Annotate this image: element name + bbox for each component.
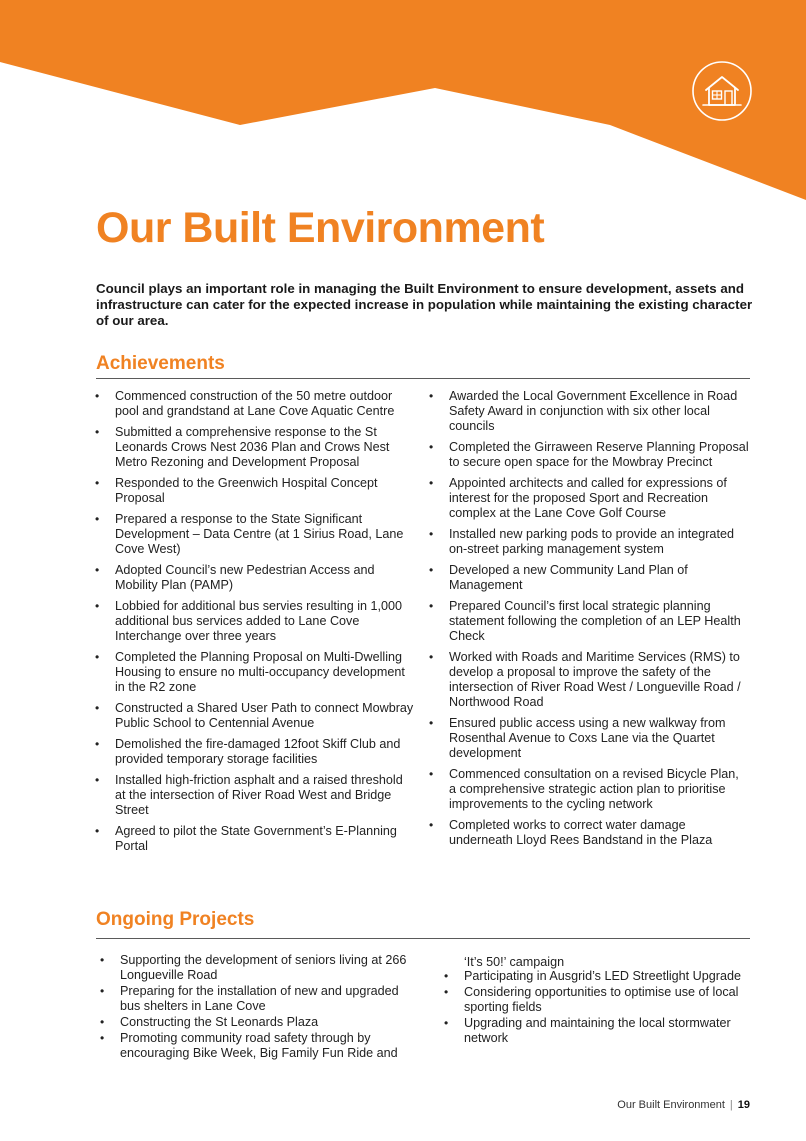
list-item: • Constructing the St Leonards Plaza <box>100 1015 319 1029</box>
list-item: • Installed high-friction asphalt and a raised threshold at the intersection of River Road West and Bridge Street <box>95 773 403 817</box>
footer-section-title: Our Built Environment <box>617 1099 725 1111</box>
achievements-divider <box>96 378 750 379</box>
list-item: • Ensured public access using a new walkway from Rosenthal Avenue to Coxs Lane via the Quartet development <box>429 716 726 760</box>
list-item: • Worked with Roads and Maritime Services (RMS) to develop a proposal to improve the safety of the intersection of River Road West / Longueville Road / Northwood Road <box>429 650 741 709</box>
list-item: • Participating in Ausgrid’s LED Streetlight Upgrade <box>444 969 741 983</box>
list-item: • Prepared Council’s first local strategic planning statement following the completion of an LEP Health Check <box>429 599 741 643</box>
list-item: • Responded to the Greenwich Hospital Concept Proposal <box>95 476 378 505</box>
list-item: • Appointed architects and called for expressions of interest for the proposed Sport and Recreation complex at the Lane Cove Golf Course <box>429 476 727 520</box>
list-item-continuation: ‘It’s 50!’ campaign <box>464 955 565 969</box>
list-item: • Submitted a comprehensive response to the St Leonards Crows Nest 2036 Plan and Crows Nest Metro Rezoning and Development Proposal <box>95 425 390 469</box>
ongoing-right-list <box>444 969 750 1047</box>
list-item: • Commenced consultation on a revised Bicycle Plan, a comprehensive strategic action plan to prioritise improvements to the cycling network <box>429 767 739 811</box>
ongoing-left-list <box>100 953 420 1062</box>
list-item: • Completed the Girraween Reserve Planning Proposal to secure open space for the Mowbray Precinct <box>429 440 749 469</box>
list-item: • Installed new parking pods to provide an integrated on-street parking management system <box>429 527 734 556</box>
achievements-left-list <box>95 389 415 860</box>
list-item: • Commenced construction of the 50 metre outdoor pool and grandstand at Lane Cove Aquatic Centre <box>95 389 395 418</box>
intro-paragraph: Council plays an important role in managing the Built Environment to ensure development, assets and infrastructure can cater for the expected increase in population while maintaining the existing character of our area. <box>96 281 753 328</box>
achievements-right-list <box>429 389 749 854</box>
list-item: • Adopted Council’s new Pedestrian Access and Mobility Plan (PAMP) <box>95 563 375 592</box>
list-item: • Developed a new Community Land Plan of Management <box>429 563 688 592</box>
ongoing-projects-heading: Ongoing Projects <box>96 909 255 930</box>
list-item: • Preparing for the installation of new and upgraded bus shelters in Lane Cove <box>100 984 399 1013</box>
list-item: • Promoting community road safety through by encouraging Bike Week, Big Family Fun Ride and <box>100 1031 398 1060</box>
list-item: • Constructed a Shared User Path to connect Mowbray Public School to Centennial Avenue <box>95 701 414 730</box>
list-item: • Agreed to pilot the State Government’s E-Planning Portal <box>95 824 397 853</box>
list-item: • Awarded the Local Government Excellence in Road Safety Award in conjunction with six other local councils <box>429 389 738 433</box>
footer-separator: | <box>729 1099 733 1111</box>
list-item: • Lobbied for additional bus servies resulting in 1,000 additional bus services added to Lane Cove Interchange over three years <box>95 599 403 643</box>
ongoing-divider <box>96 938 750 939</box>
list-item: • Completed works to correct water damage underneath Lloyd Rees Bandstand in the Plaza <box>429 818 713 847</box>
list-item: • Considering opportunities to optimise use of local sporting fields <box>444 985 739 1014</box>
header-banner <box>0 0 806 210</box>
list-item: • Completed the Planning Proposal on Multi-Dwelling Housing to ensure no multi-occupancy development in the R2 zone <box>95 650 405 694</box>
list-item: • Supporting the development of seniors living at 266 Longueville Road <box>100 953 407 982</box>
page-footer <box>617 1099 750 1111</box>
list-item: • Prepared a response to the State Significant Development – Data Centre (at 1 Sirius Road, Lane Cove West) <box>95 512 404 556</box>
page-title: Our Built Environment <box>96 204 545 252</box>
page-number: 19 <box>737 1099 750 1111</box>
house-icon <box>691 60 753 122</box>
list-item: • Upgrading and maintaining the local stormwater network <box>444 1016 731 1045</box>
list-item: • Demolished the fire-damaged 12foot Skiff Club and provided temporary storage facilities <box>95 737 401 766</box>
achievements-heading: Achievements <box>96 353 225 374</box>
